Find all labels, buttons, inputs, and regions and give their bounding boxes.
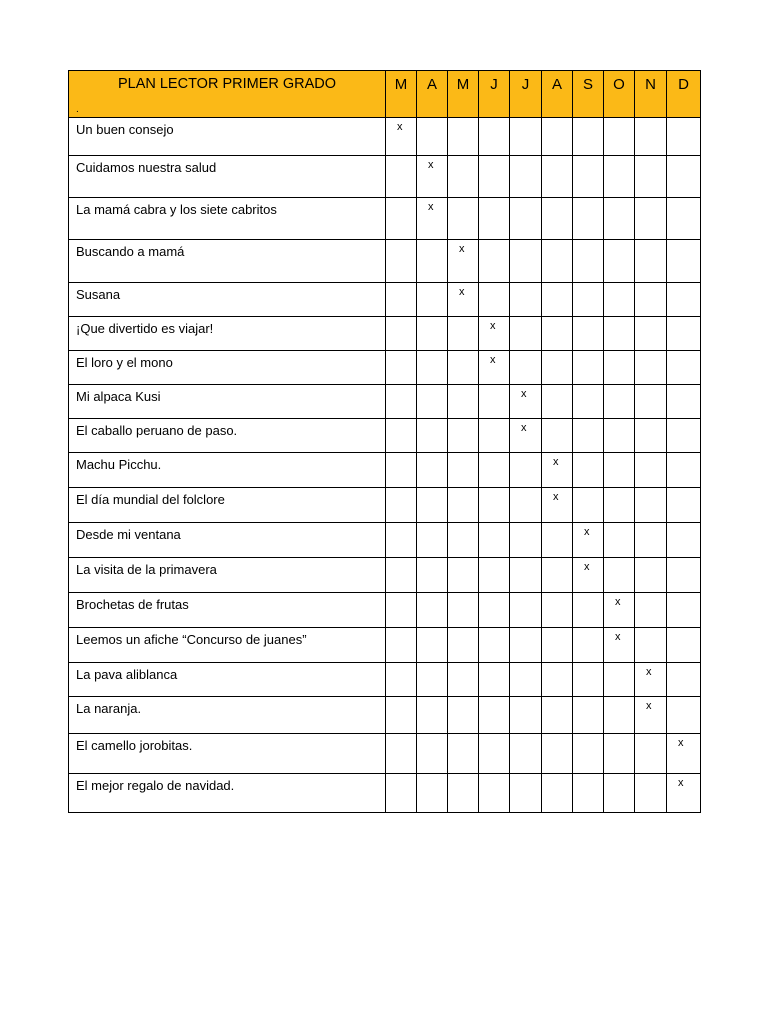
schedule-cell <box>417 734 448 774</box>
schedule-mark: x <box>386 118 417 156</box>
month-header: S <box>573 71 604 118</box>
schedule-cell <box>417 697 448 734</box>
schedule-mark: x <box>667 774 701 813</box>
schedule-cell <box>542 351 573 385</box>
table-row <box>69 317 701 351</box>
schedule-cell <box>635 558 667 593</box>
schedule-cell <box>635 523 667 558</box>
schedule-cell <box>635 240 667 283</box>
schedule-cell <box>635 453 667 488</box>
schedule-mark: x <box>573 558 604 593</box>
schedule-cell <box>542 523 573 558</box>
table-row <box>69 663 701 697</box>
book-title: La mamá cabra y los siete cabritos <box>69 198 386 240</box>
schedule-cell <box>510 523 542 558</box>
schedule-cell <box>542 628 573 663</box>
schedule-cell <box>417 283 448 317</box>
schedule-cell <box>573 628 604 663</box>
book-title: La visita de la primavera <box>69 558 386 593</box>
schedule-cell <box>542 593 573 628</box>
schedule-cell <box>542 697 573 734</box>
schedule-cell <box>573 156 604 198</box>
schedule-cell <box>573 283 604 317</box>
schedule-mark: x <box>667 734 701 774</box>
month-header: D <box>667 71 701 118</box>
book-title: Susana <box>69 283 386 317</box>
schedule-cell <box>386 156 417 198</box>
schedule-cell <box>510 628 542 663</box>
schedule-cell <box>386 385 417 419</box>
book-title: El día mundial del folclore <box>69 488 386 523</box>
schedule-cell <box>386 351 417 385</box>
book-title: Un buen consejo <box>69 118 386 156</box>
schedule-cell <box>386 558 417 593</box>
schedule-cell <box>604 558 635 593</box>
schedule-mark: x <box>417 198 448 240</box>
schedule-cell <box>573 663 604 697</box>
schedule-cell <box>635 774 667 813</box>
schedule-cell <box>573 118 604 156</box>
book-title: Desde mi ventana <box>69 523 386 558</box>
month-header: M <box>386 71 417 118</box>
schedule-cell <box>448 523 479 558</box>
schedule-cell <box>386 317 417 351</box>
schedule-cell <box>417 558 448 593</box>
schedule-cell <box>604 523 635 558</box>
book-title: ¡Que divertido es viajar! <box>69 317 386 351</box>
schedule-mark: x <box>604 628 635 663</box>
schedule-cell <box>573 488 604 523</box>
schedule-cell <box>479 198 510 240</box>
schedule-cell <box>667 317 701 351</box>
schedule-cell <box>510 198 542 240</box>
schedule-cell <box>635 317 667 351</box>
schedule-cell <box>386 453 417 488</box>
schedule-cell <box>510 351 542 385</box>
schedule-cell <box>417 317 448 351</box>
schedule-cell <box>604 734 635 774</box>
table-row <box>69 628 701 663</box>
schedule-cell <box>604 118 635 156</box>
schedule-cell <box>573 593 604 628</box>
schedule-cell <box>510 697 542 734</box>
schedule-mark: x <box>417 156 448 198</box>
schedule-cell <box>417 351 448 385</box>
schedule-cell <box>448 558 479 593</box>
schedule-cell <box>667 156 701 198</box>
schedule-cell <box>510 593 542 628</box>
schedule-cell <box>417 240 448 283</box>
schedule-cell <box>417 663 448 697</box>
schedule-cell <box>667 593 701 628</box>
schedule-mark: x <box>604 593 635 628</box>
month-header: J <box>479 71 510 118</box>
schedule-cell <box>510 453 542 488</box>
table-row <box>69 734 701 774</box>
schedule-cell <box>542 558 573 593</box>
schedule-mark: x <box>479 317 510 351</box>
schedule-cell <box>386 663 417 697</box>
schedule-cell <box>448 593 479 628</box>
schedule-cell <box>510 774 542 813</box>
schedule-cell <box>479 697 510 734</box>
schedule-cell <box>448 488 479 523</box>
schedule-mark: x <box>448 283 479 317</box>
schedule-cell <box>635 488 667 523</box>
schedule-cell <box>573 774 604 813</box>
table-body <box>69 118 701 813</box>
schedule-cell <box>448 663 479 697</box>
schedule-cell <box>479 453 510 488</box>
schedule-cell <box>604 385 635 419</box>
schedule-mark: x <box>573 523 604 558</box>
schedule-cell <box>573 734 604 774</box>
schedule-cell <box>604 774 635 813</box>
schedule-cell <box>448 453 479 488</box>
schedule-cell <box>417 628 448 663</box>
schedule-cell <box>542 156 573 198</box>
schedule-cell <box>479 240 510 283</box>
schedule-cell <box>635 351 667 385</box>
schedule-cell <box>667 283 701 317</box>
header-row <box>69 71 701 118</box>
schedule-cell <box>635 283 667 317</box>
schedule-cell <box>604 240 635 283</box>
schedule-cell <box>448 118 479 156</box>
month-header: M <box>448 71 479 118</box>
schedule-cell <box>604 419 635 453</box>
schedule-cell <box>667 663 701 697</box>
table-row <box>69 118 701 156</box>
schedule-cell <box>448 419 479 453</box>
book-title: El loro y el mono <box>69 351 386 385</box>
schedule-cell <box>604 697 635 734</box>
table-row <box>69 351 701 385</box>
schedule-cell <box>542 198 573 240</box>
schedule-cell <box>635 118 667 156</box>
table-row <box>69 419 701 453</box>
table-row <box>69 156 701 198</box>
schedule-cell <box>573 453 604 488</box>
schedule-cell <box>386 628 417 663</box>
table-row <box>69 283 701 317</box>
schedule-cell <box>448 628 479 663</box>
table-title-cell <box>69 71 386 118</box>
schedule-cell <box>479 385 510 419</box>
table-title: PLAN LECTOR PRIMER GRADO <box>117 76 337 92</box>
schedule-cell <box>604 317 635 351</box>
schedule-cell <box>479 774 510 813</box>
schedule-cell <box>448 385 479 419</box>
schedule-mark: x <box>542 488 573 523</box>
schedule-cell <box>479 488 510 523</box>
schedule-cell <box>573 697 604 734</box>
schedule-cell <box>604 198 635 240</box>
schedule-cell <box>635 734 667 774</box>
schedule-cell <box>510 488 542 523</box>
schedule-cell <box>479 628 510 663</box>
schedule-cell <box>542 419 573 453</box>
schedule-cell <box>448 774 479 813</box>
schedule-cell <box>604 488 635 523</box>
schedule-cell <box>386 697 417 734</box>
schedule-cell <box>386 523 417 558</box>
schedule-cell <box>573 419 604 453</box>
book-title: Brochetas de frutas <box>69 593 386 628</box>
schedule-cell <box>635 628 667 663</box>
schedule-cell <box>417 385 448 419</box>
schedule-cell <box>386 283 417 317</box>
schedule-cell <box>667 488 701 523</box>
book-title: El mejor regalo de navidad. <box>69 774 386 813</box>
schedule-cell <box>479 734 510 774</box>
table-row <box>69 385 701 419</box>
schedule-cell <box>542 734 573 774</box>
schedule-cell <box>386 488 417 523</box>
schedule-cell <box>604 351 635 385</box>
schedule-cell <box>667 558 701 593</box>
schedule-cell <box>635 156 667 198</box>
schedule-cell <box>448 734 479 774</box>
schedule-cell <box>667 351 701 385</box>
book-title: El camello jorobitas. <box>69 734 386 774</box>
schedule-cell <box>604 663 635 697</box>
schedule-cell <box>510 558 542 593</box>
schedule-cell <box>510 317 542 351</box>
schedule-cell <box>479 523 510 558</box>
schedule-cell <box>417 453 448 488</box>
schedule-cell <box>510 118 542 156</box>
schedule-cell <box>604 453 635 488</box>
schedule-cell <box>479 663 510 697</box>
book-title: Machu Picchu. <box>69 453 386 488</box>
schedule-cell <box>635 385 667 419</box>
schedule-cell <box>448 351 479 385</box>
schedule-cell <box>448 317 479 351</box>
table-row <box>69 523 701 558</box>
table-row <box>69 593 701 628</box>
schedule-cell <box>635 419 667 453</box>
month-header: N <box>635 71 667 118</box>
schedule-cell <box>667 118 701 156</box>
schedule-cell <box>542 774 573 813</box>
schedule-cell <box>417 774 448 813</box>
schedule-mark: x <box>635 663 667 697</box>
schedule-cell <box>667 523 701 558</box>
schedule-mark: x <box>510 385 542 419</box>
schedule-cell <box>573 385 604 419</box>
schedule-cell <box>542 385 573 419</box>
schedule-mark: x <box>479 351 510 385</box>
schedule-cell <box>479 283 510 317</box>
schedule-cell <box>542 118 573 156</box>
schedule-cell <box>448 198 479 240</box>
book-title: La naranja. <box>69 697 386 734</box>
title-dot: . <box>76 104 79 115</box>
schedule-cell <box>604 156 635 198</box>
schedule-cell <box>386 593 417 628</box>
table-row <box>69 558 701 593</box>
schedule-cell <box>510 734 542 774</box>
month-header: O <box>604 71 635 118</box>
schedule-cell <box>542 663 573 697</box>
schedule-cell <box>510 663 542 697</box>
month-header: A <box>417 71 448 118</box>
schedule-cell <box>448 697 479 734</box>
schedule-cell <box>386 419 417 453</box>
schedule-cell <box>510 240 542 283</box>
schedule-cell <box>448 156 479 198</box>
schedule-cell <box>386 198 417 240</box>
table-row <box>69 774 701 813</box>
schedule-cell <box>573 317 604 351</box>
schedule-mark: x <box>542 453 573 488</box>
schedule-cell <box>667 453 701 488</box>
schedule-cell <box>417 593 448 628</box>
schedule-cell <box>604 283 635 317</box>
schedule-cell <box>510 283 542 317</box>
schedule-mark: x <box>510 419 542 453</box>
schedule-cell <box>667 697 701 734</box>
month-header: J <box>510 71 542 118</box>
book-title: Leemos un afiche “Concurso de juanes” <box>69 628 386 663</box>
schedule-cell <box>573 240 604 283</box>
book-title: Buscando a mamá <box>69 240 386 283</box>
schedule-cell <box>667 198 701 240</box>
schedule-cell <box>479 558 510 593</box>
schedule-cell <box>573 351 604 385</box>
schedule-cell <box>635 198 667 240</box>
schedule-mark: x <box>448 240 479 283</box>
table-row <box>69 453 701 488</box>
schedule-cell <box>667 240 701 283</box>
schedule-cell <box>542 283 573 317</box>
schedule-cell <box>479 419 510 453</box>
book-title: Cuidamos nuestra salud <box>69 156 386 198</box>
schedule-cell <box>635 593 667 628</box>
month-header: A <box>542 71 573 118</box>
book-title: La pava aliblanca <box>69 663 386 697</box>
table-row <box>69 198 701 240</box>
schedule-cell <box>417 118 448 156</box>
book-title: Mi alpaca Kusi <box>69 385 386 419</box>
schedule-cell <box>417 488 448 523</box>
schedule-cell <box>417 523 448 558</box>
schedule-cell <box>667 628 701 663</box>
reading-plan-table <box>68 70 701 813</box>
schedule-cell <box>479 156 510 198</box>
table-row <box>69 488 701 523</box>
table-row <box>69 697 701 734</box>
schedule-cell <box>417 419 448 453</box>
table-row <box>69 240 701 283</box>
schedule-cell <box>510 156 542 198</box>
schedule-cell <box>479 593 510 628</box>
schedule-cell <box>479 118 510 156</box>
book-title: El caballo peruano de paso. <box>69 419 386 453</box>
schedule-cell <box>542 317 573 351</box>
schedule-mark: x <box>635 697 667 734</box>
schedule-cell <box>573 198 604 240</box>
schedule-cell <box>386 734 417 774</box>
schedule-cell <box>667 385 701 419</box>
schedule-cell <box>667 419 701 453</box>
schedule-cell <box>386 240 417 283</box>
schedule-cell <box>386 774 417 813</box>
schedule-cell <box>542 240 573 283</box>
